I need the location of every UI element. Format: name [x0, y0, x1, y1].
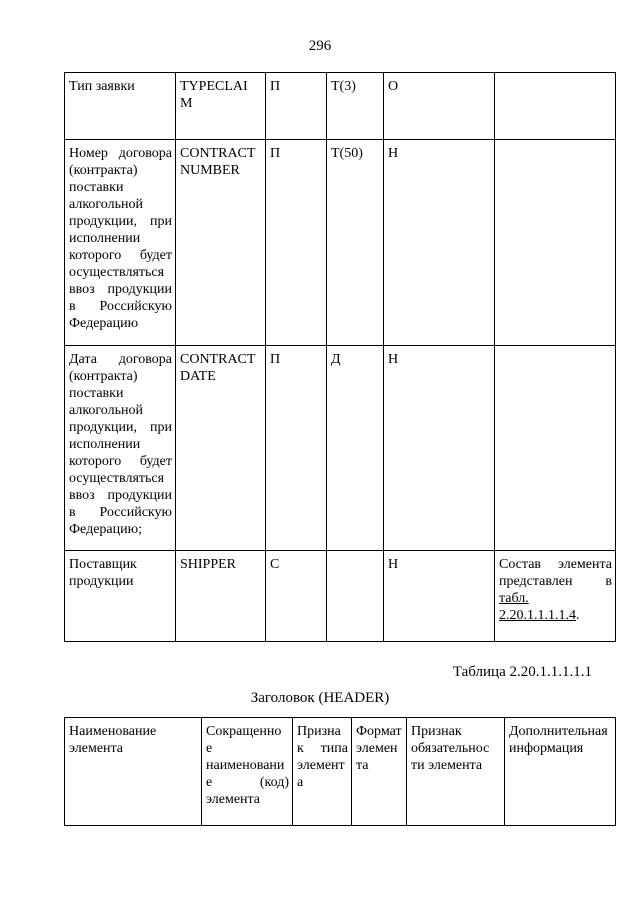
- element-name-cell: Тип заявки: [65, 73, 176, 140]
- element-info-cell: [495, 73, 616, 140]
- table-row: [65, 73, 616, 140]
- element-code-cell: SHIPPER: [176, 551, 266, 642]
- element-info-cell: [495, 551, 616, 642]
- element-format-cell: [327, 551, 384, 642]
- element-required-cell: Н: [384, 551, 495, 642]
- element-type-cell: П: [266, 73, 327, 140]
- elements-table: [64, 72, 616, 642]
- element-type-cell: П: [266, 140, 327, 346]
- element-format-cell: T(3): [327, 73, 384, 140]
- header-format-cell: Формат элемен та: [352, 718, 407, 826]
- table-reference-link[interactable]: табл. 2.20.1.1.1.1.4: [499, 591, 576, 623]
- element-required-cell: О: [384, 73, 495, 140]
- page-number: 296: [308, 38, 332, 54]
- info-text: Состав элемента представлен в: [499, 557, 612, 589]
- element-name-cell: Дата договора (контракта) поставки алкогольной продукции, при исполнении которого будет осуществляться ввоз продукции в Российскую Федерацию;: [65, 346, 176, 551]
- element-format-cell: Д: [327, 346, 384, 551]
- header-table: [64, 717, 616, 826]
- table-header-row: [65, 718, 616, 826]
- element-required-cell: Н: [384, 346, 495, 551]
- info-end: .: [576, 608, 580, 623]
- element-type-cell: П: [266, 346, 327, 551]
- element-format-cell: Т(50): [327, 140, 384, 346]
- element-code-cell: CONTRACT DATE: [176, 346, 266, 551]
- element-code-cell: CONTRACT NUMBER: [176, 140, 266, 346]
- table-title: Заголовок (HEADER): [250, 690, 390, 706]
- element-name-cell: Номер договора (контракта) поставки алкогольной продукции, при исполнении которого будет осуществляться ввоз продукции в Российскую Федерацию: [65, 140, 176, 346]
- table-row: [65, 346, 616, 551]
- header-name-cell: Наименование элемента: [65, 718, 202, 826]
- header-type-cell: Призна к типа элемент а: [293, 718, 352, 826]
- table-row: [65, 140, 616, 346]
- header-code-cell: Сокращенно е наименовани е (код) элемента: [202, 718, 293, 826]
- element-code-cell: TYPECLAI M: [176, 73, 266, 140]
- header-required-cell: Признак обязательнос ти элемента: [407, 718, 505, 826]
- header-info-cell: Дополнительная информация: [505, 718, 616, 826]
- table-caption: Таблица 2.20.1.1.1.1.1: [452, 664, 592, 680]
- element-info-cell: [495, 140, 616, 346]
- table-row: [65, 551, 616, 642]
- element-required-cell: Н: [384, 140, 495, 346]
- element-info-cell: [495, 346, 616, 551]
- element-name-cell: Поставщик продукции: [65, 551, 176, 642]
- element-type-cell: С: [266, 551, 327, 642]
